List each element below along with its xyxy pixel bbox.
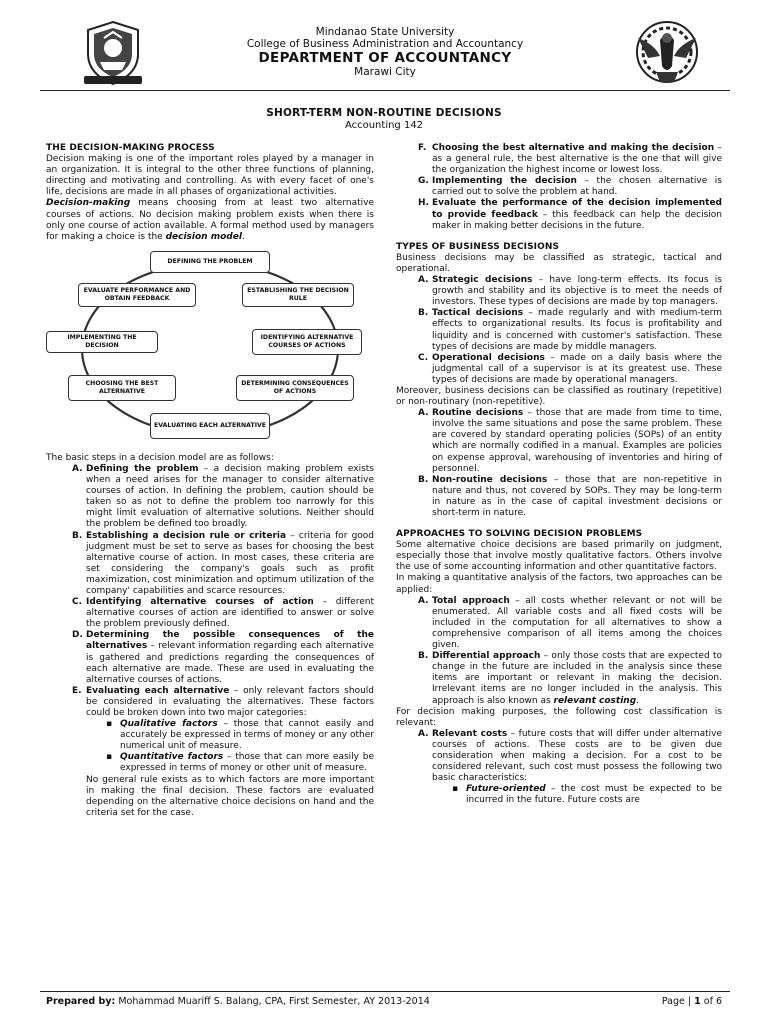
decision-model-diagram bbox=[46, 249, 374, 449]
list-item: C. Operational decisions – made on a daily basis where the judgmental call of a supervisor is at its greatest use. These types of decisions are made by operational managers. bbox=[418, 352, 722, 385]
paragraph: In making a quantitative analysis of the factors, two approaches can be applied: bbox=[396, 573, 722, 595]
diagram-node-evaluating: EVALUATING EACH ALTERNATIVE bbox=[150, 413, 270, 439]
paragraph: Business decisions may be classified as strategic, tactical and operational. bbox=[396, 252, 722, 274]
diagram-node-determining: DETERMINING CONSEQUENCES OF ACTIONS bbox=[236, 375, 354, 401]
diagram-node-identifying: IDENTIFYING ALTERNATIVE COURSES OF ACTIONS bbox=[252, 329, 362, 355]
list-item: B. Tactical decisions – made regularly and with medium-term effects to organizational results. Its focus is profitability and liquidity and is concerned with customer's satisfaction. These types of decisions are made by middle managers. bbox=[418, 308, 722, 352]
diagram-node-evaluate-performance: EVALUATE PERFORMANCE AND OBTAIN FEEDBACK bbox=[78, 283, 196, 307]
list-item: G. Implementing the decision – the chosen alternative is carried out to solve the problem at hand. bbox=[418, 176, 723, 198]
prepared-by-label: Prepared by: bbox=[46, 996, 116, 1007]
footer-divider bbox=[40, 991, 730, 992]
list-item: B. Non-routine decisions – those that are non-repetitive in nature and thus, not covered by SOPs. They may be long-term in nature as in the case of capital investment decisions or short-term in nature. bbox=[418, 474, 722, 518]
document-title: SHORT-TERM NON-ROUTINE DECISIONS bbox=[266, 107, 502, 119]
list-item: A. Defining the problem – a decision making problem exists when a need arises for the manager to consider alternative courses of action. In defining the problem, caution should be taken so as not to define the problem too narrowly for this might limit evaluation of alternative solutions. Neither should the problem be defined too broadly. bbox=[72, 463, 374, 530]
bullet-item: ▪ Quantitative factors – those that can more easily be expressed in terms of money or other unit of measure. bbox=[106, 752, 374, 774]
list-item: A. Total approach – all costs whether relevant or not will be enumerated. All variable costs and all fixed costs will be included in the computation for all alternatives to show a comprehensive comparison of all items among the choices given. bbox=[418, 595, 722, 651]
list-item: A. Routine decisions – those that are made from time to time, involve the same situations and pose the same problem. These are covered by standard operating policies (SOPs) of an entity which are normally codified in a manual. Examples are policies on expense approval, warehousing of inventories and hiring of personnel. bbox=[418, 408, 722, 474]
letterhead-text bbox=[160, 26, 610, 78]
list-item: A. Relevant costs – future costs that will differ under alternative courses of actions. These costs are to be given due consideration when making a decision. For a cost to be considered relevant, such cost must possess the following two basic characteristics: bbox=[418, 728, 722, 784]
page-number: Page | 1 of 6 bbox=[661, 996, 722, 1007]
university-name: Mindanao State University bbox=[315, 26, 455, 38]
letterhead bbox=[40, 16, 728, 86]
section-heading-types: TYPES OF BUSINESS DECISIONS bbox=[396, 241, 560, 252]
list-item: E. Evaluating each alternative – only relevant factors should be considered in evaluating the alternatives. These factors could be broken down into two major categories: bbox=[72, 685, 374, 718]
diagram-node-establishing: ESTABLISHING THE DECISION RULE bbox=[242, 283, 354, 307]
diagram-node-choosing: CHOOSING THE BEST ALTERNATIVE bbox=[68, 375, 176, 401]
eagle-logo bbox=[630, 16, 704, 88]
department-name: DEPARTMENT OF ACCOUNTANCY bbox=[258, 50, 512, 66]
term: Decision-making bbox=[46, 198, 131, 209]
list-item: B. Differential approach – only those costs that are expected to change in the future are included in the analysis since these items are important or relevant in making the decision. Irrelevant items are no longer included in the analysis. This approach is also known as relevant costing. bbox=[418, 651, 722, 706]
left-column bbox=[46, 143, 374, 819]
page-footer bbox=[46, 996, 722, 1007]
list-item: C. Identifying alternative courses of action – different alternative courses of action are identified to answer or solve the problem previously defined. bbox=[72, 597, 374, 630]
city-name: Marawi City bbox=[354, 66, 416, 78]
list-item: B. Establishing a decision rule or criteria – criteria for good judgment must be set to serve as bases for choosing the best alternative course of action. In most cases, these criteria are set considering the company's goals such as profit maximization, cost minimization and optimum utilization of the company' capabilities and scarce resources. bbox=[72, 530, 375, 596]
college-name: College of Business Administration and Accountancy bbox=[246, 38, 524, 50]
list-item: H. Evaluate the performance of the decision implemented to provide feedback – this feedback can help the decision maker in making better decisions in the future. bbox=[418, 198, 722, 231]
paragraph: Some alternative choice decisions are based primarily on judgment, especially those that involve mostly qualitative factors. Others involve the use of some accounting information and other quantitative factors. bbox=[396, 540, 722, 573]
bullet-item: ▪ Future-oriented – the cost must be expected to be incurred in the future. Future costs are bbox=[452, 784, 722, 806]
prepared-by-text: Mohammad Muariff S. Balang, CPA, First Semester, AY 2013-2014 bbox=[115, 996, 430, 1007]
list-item: F. Choosing the best alternative and making the decision – as a general rule, the best alternative is the one that will give the organization the highest income or lowest loss. bbox=[418, 143, 722, 176]
list-item: A. Strategic decisions – have long-term effects. Its focus is growth and stability and its objective is to meet the needs of investors. These types of decisions are made by top managers. bbox=[418, 275, 722, 308]
paragraph: Decision making is one of the important roles played by a manager in an organization. It is integral to the other three functions of planning, directing and motivating and controlling. As with every facet of one's life, decisions are made in all phases of organizational activities. bbox=[46, 154, 374, 198]
paragraph: For decision making purposes, the following cost classification is relevant: bbox=[396, 706, 722, 728]
document-subtitle: Accounting 142 bbox=[344, 120, 424, 131]
bullet-item: ▪ Qualitative factors – those that cannot easily and accurately be expressed in terms of money or any other numerical unit of measure. bbox=[106, 719, 374, 752]
paragraph: Decision-making means choosing from at least two alternative courses of actions. No decision making problem exists when there is only one course of action available. A formal method used by managers for making a choice is the decision model. bbox=[46, 198, 374, 242]
section-heading-decision-process: THE DECISION-MAKING PROCESS bbox=[46, 143, 215, 153]
right-column bbox=[396, 143, 722, 806]
paragraph: The basic steps in a decision model are as follows: bbox=[46, 452, 274, 463]
list-item: D. Determining the possible consequences of the alternatives – relevant information regarding each alternative is gathered and predictions regarding the consequences of each alternative are made. These are used in evaluating the alternative courses of actions. bbox=[72, 630, 374, 685]
header-divider bbox=[40, 90, 730, 91]
section-heading-approaches: APPROACHES TO SOLVING DECISION PROBLEMS bbox=[396, 529, 643, 540]
diagram-node-defining: DEFINING THE PROBLEM bbox=[150, 251, 270, 273]
term: decision model bbox=[165, 231, 242, 242]
university-seal-logo bbox=[78, 18, 148, 88]
diagram-node-implementing: IMPLEMENTING THE DECISION bbox=[46, 331, 158, 353]
paragraph: No general rule exists as to which factors are more important in making the final decision. These factors are evaluated depending on the alternative choice decisions on hand and the criteria set for the case. bbox=[86, 774, 374, 818]
paragraph: Moreover, business decisions can be classified as routinary (repetitive) or non-routinary (non-repetitive). bbox=[396, 385, 722, 408]
